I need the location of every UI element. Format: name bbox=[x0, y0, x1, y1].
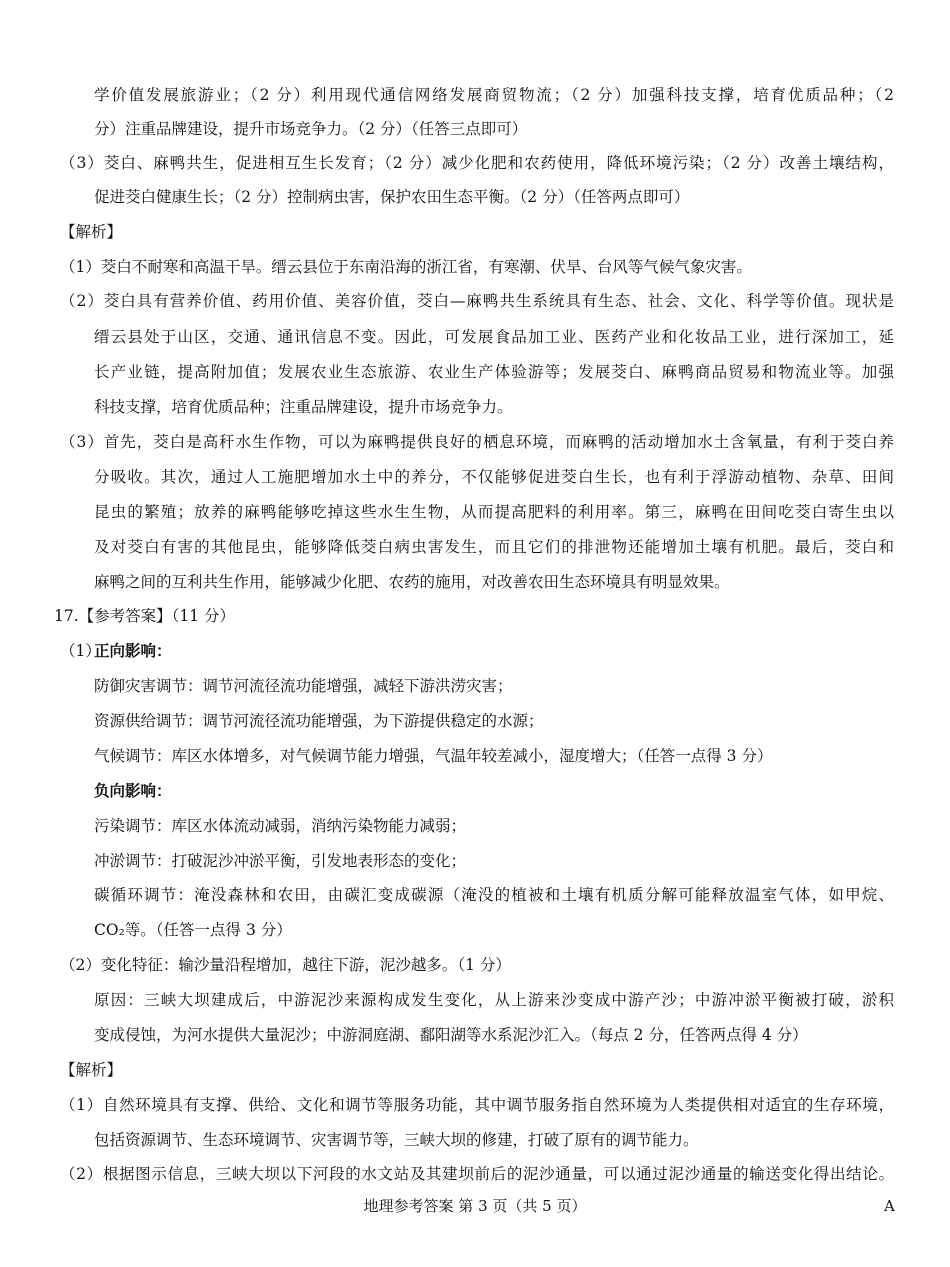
text-line: 缙云县处于山区，交通、通讯信息不变。因此，可发展食品加工业、医药产业和化妆品工业，进行深加工，延 bbox=[94, 328, 894, 346]
text-line: 分）注重品牌建设，提升市场竞争力。（2 分）（任答三点即可） bbox=[94, 120, 528, 138]
text-line: 冲淤调节：打破泥沙冲淤平衡，引发地表形态的变化； bbox=[94, 852, 467, 870]
text-line: （2）根据图示信息，三峡大坝以下河段的水文站及其建坝前后的泥沙通量，可以通过泥沙通量的输送变化得出结论。 bbox=[60, 1165, 894, 1183]
text-line: 分吸收。其次，通过人工施肥增加水土中的养分，不仅能够促进茭白生长，也有利于浮游动植物、杂草、田间 bbox=[94, 468, 894, 486]
text-line: 麻鸭之间的互利共生作用，能够减少化肥、农药的施用，对改善农田生态环境具有明显效果。 bbox=[94, 573, 730, 591]
text-line: 负向影响： bbox=[94, 781, 172, 800]
text-line: 碳循环调节：淹没森林和农田，由碳汇变成碳源（淹没的植被和土壤有机质分解可能释放温室气体，如甲烷、 bbox=[94, 886, 894, 904]
text-line: 资源供给调节：调节河流径流功能增强，为下游提供稳定的水源； bbox=[94, 712, 544, 730]
text-line: （1） bbox=[60, 642, 101, 660]
text-line: 变成侵蚀，为河水提供大量泥沙；中游洞庭湖、鄱阳湖等水系泥沙汇入。（每点 2 分，任答两点得 4 分） bbox=[94, 1026, 808, 1044]
text-line: （1）茭白不耐寒和高温干旱。缙云县位于东南沿海的浙江省，有寒潮、伏旱、台风等气候气象灾害。 bbox=[60, 258, 752, 276]
text-line: CO₂等。（任答一点得 3 分） bbox=[94, 921, 292, 939]
text-line: 原因：三峡大坝建成后，中游泥沙来源构成发生变化，从上游来沙变成中游产沙；中游冲淤平衡被打破，淤积 bbox=[94, 991, 894, 1009]
text-line: 污染调节：库区水体流动减弱，消纳污染物能力减弱； bbox=[94, 817, 467, 835]
text-line: （2）变化特征：输沙量沿程增加，越往下游，泥沙越多。（1 分） bbox=[60, 956, 511, 974]
text-line: （1）自然环境具有支撑、供给、文化和调节等服务功能，其中调节服务指自然环境为人类提供相对适宜的生存环境， bbox=[60, 1096, 894, 1114]
text-line: 【解析】 bbox=[60, 1061, 123, 1079]
text-line: （3）茭白、麻鸭共生，促进相互生长发育；（2 分）减少化肥和农药使用，降低环境污染；（2 分）改善土壤结构， bbox=[60, 154, 894, 172]
text-line: （2）茭白具有营养价值、药用价值、美容价值，茭白—麻鸭共生系统具有生态、社会、文化、科学等价值。现状是 bbox=[60, 292, 894, 310]
text-line: 【解析】 bbox=[60, 223, 123, 241]
text-line: 昆虫的繁殖；放养的麻鸭能够吃掉这些水生生物，从而提高肥料的利用率。第三，麻鸭在田间吃茭白寄生虫以 bbox=[94, 503, 894, 521]
text-line: 促进茭白健康生长；（2 分）控制病虫害，保护农田生态平衡。（2 分）（任答两点即可） bbox=[94, 188, 690, 206]
text-line: 长产业链，提高附加值；发展农业生态旅游、农业生产体验游等；发展茭白、麻鸭商品贸易和物流业等。加强 bbox=[94, 363, 894, 381]
text-line: 气候调节：库区水体增多，对气候调节能力增强，气温年较差减小，湿度增大；（任答一点得 3 分） bbox=[94, 747, 773, 765]
text-line: （3）首先，茭白是高秆水生作物，可以为麻鸭提供良好的栖息环境，而麻鸭的活动增加水土含氧量，有利于茭白养 bbox=[60, 433, 894, 451]
text-line: 学价值发展旅游业；（2 分）利用现代通信网络发展商贸物流；（2 分）加强科技支撑，培育优质品种；（2 bbox=[94, 86, 894, 104]
text-line: 科技支撑，培育优质品种；注重品牌建设，提升市场竞争力。 bbox=[94, 398, 513, 416]
page-footer: 地理参考答案 第 3 页（共 5 页） bbox=[363, 1197, 587, 1215]
text-line: 包括资源调节、生态环境调节、灾害调节等，三峡大坝的修建，打破了原有的调节能力。 bbox=[94, 1131, 699, 1149]
version-label: A bbox=[884, 1197, 895, 1215]
text-line: 17.【参考答案】（11 分） bbox=[54, 607, 236, 625]
text-line: 正向影响： bbox=[94, 641, 172, 660]
text-line: 及对茭白有害的其他昆虫，能够降低茭白病虫害发生，而且它们的排泄物还能增加土壤有机肥。最后，茭白和 bbox=[94, 538, 894, 556]
text-line: 防御灾害调节：调节河流径流功能增强，减轻下游洪涝灾害； bbox=[94, 677, 513, 695]
